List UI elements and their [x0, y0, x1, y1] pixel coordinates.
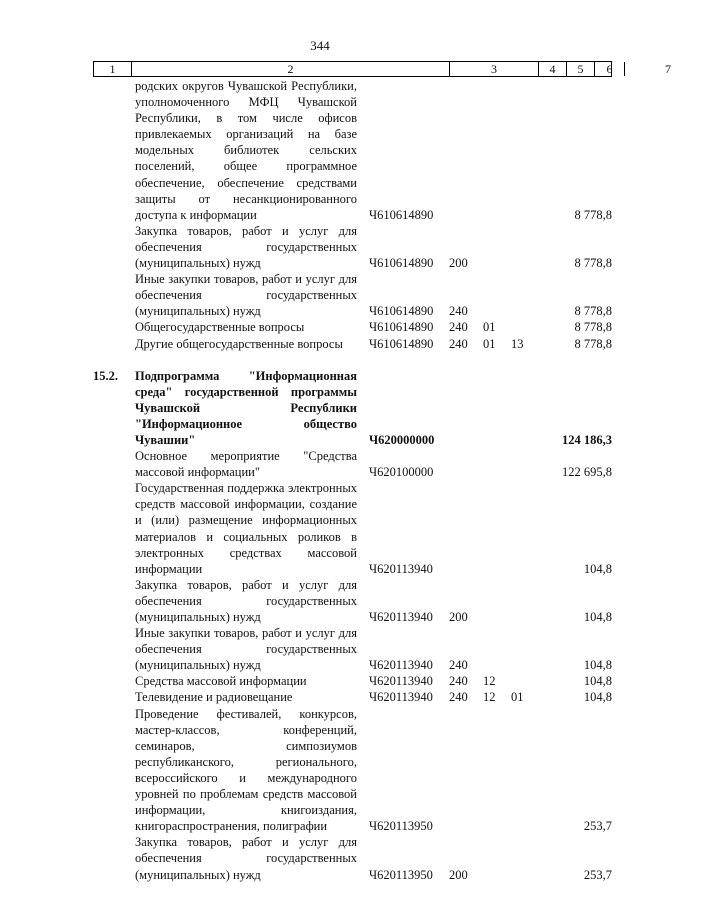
- table-header: [93, 61, 671, 77]
- row-target-code: Ч620113940: [369, 690, 433, 705]
- row-amount: 104,8: [583, 610, 612, 624]
- row-name: Государственная поддержка электронных средств массовой информации, создание и (или) размещение информационных материалов и социальных роликов в электронных средствах массовой информации: [135, 481, 357, 576]
- row-expense-type: 240: [449, 304, 468, 319]
- row-spacer: [93, 352, 612, 368]
- row-target-code: Ч620113940: [369, 658, 433, 673]
- row-name: родских округов Чувашской Республики, уполномоченного МФЦ Чувашской Республики, в том числе офисов привлекаемых организаций на базе модельных библиотек сельских поселений, общее программное обеспечение, обеспечение средствами защиты от несанкционированного доступа к информации: [135, 79, 357, 222]
- table-row: [93, 336, 612, 352]
- row-amount: 104,8: [583, 658, 612, 673]
- row-amount: 8 778,8: [574, 336, 612, 351]
- row-name: Телевидение и радиовещание: [135, 690, 293, 705]
- table-row: [93, 706, 612, 835]
- row-name: Подпрограмма "Информационная среда" государственной программы Чувашской Республики "Информационное общество Чувашии": [135, 368, 357, 447]
- row-amount: 8 778,8: [574, 207, 612, 222]
- table-row: [93, 480, 612, 577]
- row-target-code: Ч610614890: [369, 256, 434, 271]
- row-expense-type: 240: [449, 674, 468, 689]
- row-subsection: 01: [511, 690, 524, 705]
- table-row: [93, 78, 612, 223]
- row-expense-type: 240: [449, 690, 468, 705]
- row-amount: 122 695,8: [562, 465, 612, 480]
- row-target-code: Ч620000000: [369, 432, 435, 447]
- row-name: Иные закупки товаров, работ и услуг для обеспечения государственных (муниципальных) нужд: [135, 626, 357, 673]
- row-section: 01: [483, 320, 496, 335]
- header-col-3: 3: [450, 62, 539, 76]
- row-name: Иные закупки товаров, работ и услуг для обеспечения государственных (муниципальных) нужд: [135, 272, 357, 319]
- header-col-6: 6: [595, 62, 625, 76]
- row-name: Проведение фестивалей, конкурсов, мастер-классов, конференций, семинаров, симпозиумов республиканского, регионального, всероссийского и международного уровней по проблемам средств массовой информации, книгоиздания, книгораспространения, полиграфии: [135, 706, 357, 834]
- row-section: 12: [483, 674, 496, 689]
- table-row: [93, 834, 612, 882]
- row-number: 15.2.: [93, 368, 118, 383]
- table-row: [93, 368, 612, 448]
- row-amount: 104,8: [583, 561, 612, 576]
- row-amount: 253,7: [583, 819, 612, 834]
- row-expense-type: 200: [449, 867, 468, 882]
- row-target-code: Ч620113940: [369, 610, 433, 624]
- row-subsection: 13: [511, 336, 524, 351]
- header-col-1: 1: [94, 62, 132, 76]
- header-col-7: 7: [665, 62, 671, 76]
- row-target-code: Ч610614890: [369, 320, 434, 335]
- row-target-code: Ч610614890: [369, 304, 434, 319]
- row-name: Закупка товаров, работ и услуг для обеспечения государственных (муниципальных) нужд: [135, 835, 357, 882]
- row-amount: 8 778,8: [574, 304, 612, 319]
- table-row: [93, 448, 612, 480]
- row-amount: 8 778,8: [574, 320, 612, 335]
- table-row: [93, 625, 612, 673]
- table-row: [93, 577, 612, 625]
- row-section: 12: [483, 690, 496, 705]
- row-name: Закупка товаров, работ и услуг для обеспечения государственных (муниципальных) нужд: [135, 223, 357, 271]
- row-target-code: Ч610614890: [369, 336, 434, 351]
- row-amount: 124 186,3: [562, 432, 612, 447]
- row-target-code: Ч620113950: [369, 819, 433, 834]
- row-amount: 253,7: [583, 867, 612, 882]
- row-expense-type: 240: [449, 658, 468, 673]
- table-body: [93, 78, 612, 883]
- row-target-code: Ч620113940: [369, 674, 433, 689]
- table-row: [93, 319, 612, 335]
- row-amount: 8 778,8: [574, 256, 612, 271]
- row-amount: 104,8: [583, 674, 612, 689]
- row-section: 01: [483, 336, 496, 351]
- page-number: 344: [310, 38, 330, 53]
- row-name: Общегосударственные вопросы: [135, 320, 305, 335]
- row-target-code: Ч620100000: [369, 465, 434, 480]
- row-expense-type: 240: [449, 336, 468, 351]
- table-row: [93, 673, 612, 689]
- header-col-2: 2: [132, 62, 450, 76]
- row-name: Другие общегосударственные вопросы: [135, 336, 343, 351]
- table-row: [93, 689, 612, 705]
- row-target-code: Ч610614890: [369, 207, 434, 222]
- row-expense-type: 200: [449, 610, 468, 624]
- row-expense-type: 200: [449, 256, 468, 271]
- row-name: Закупка товаров, работ и услуг для обеспечения государственных (муниципальных) нужд: [135, 577, 357, 624]
- row-name: Основное мероприятие "Средства массовой информации": [135, 449, 357, 480]
- row-target-code: Ч620113950: [369, 867, 433, 882]
- table-row: [93, 223, 612, 271]
- header-col-4: 4: [539, 62, 567, 76]
- row-target-code: Ч620113940: [369, 561, 433, 576]
- table-row: [93, 271, 612, 319]
- row-name: Средства массовой информации: [135, 674, 307, 689]
- header-col-5: 5: [567, 62, 595, 76]
- row-amount: 104,8: [583, 690, 612, 705]
- row-expense-type: 240: [449, 320, 468, 335]
